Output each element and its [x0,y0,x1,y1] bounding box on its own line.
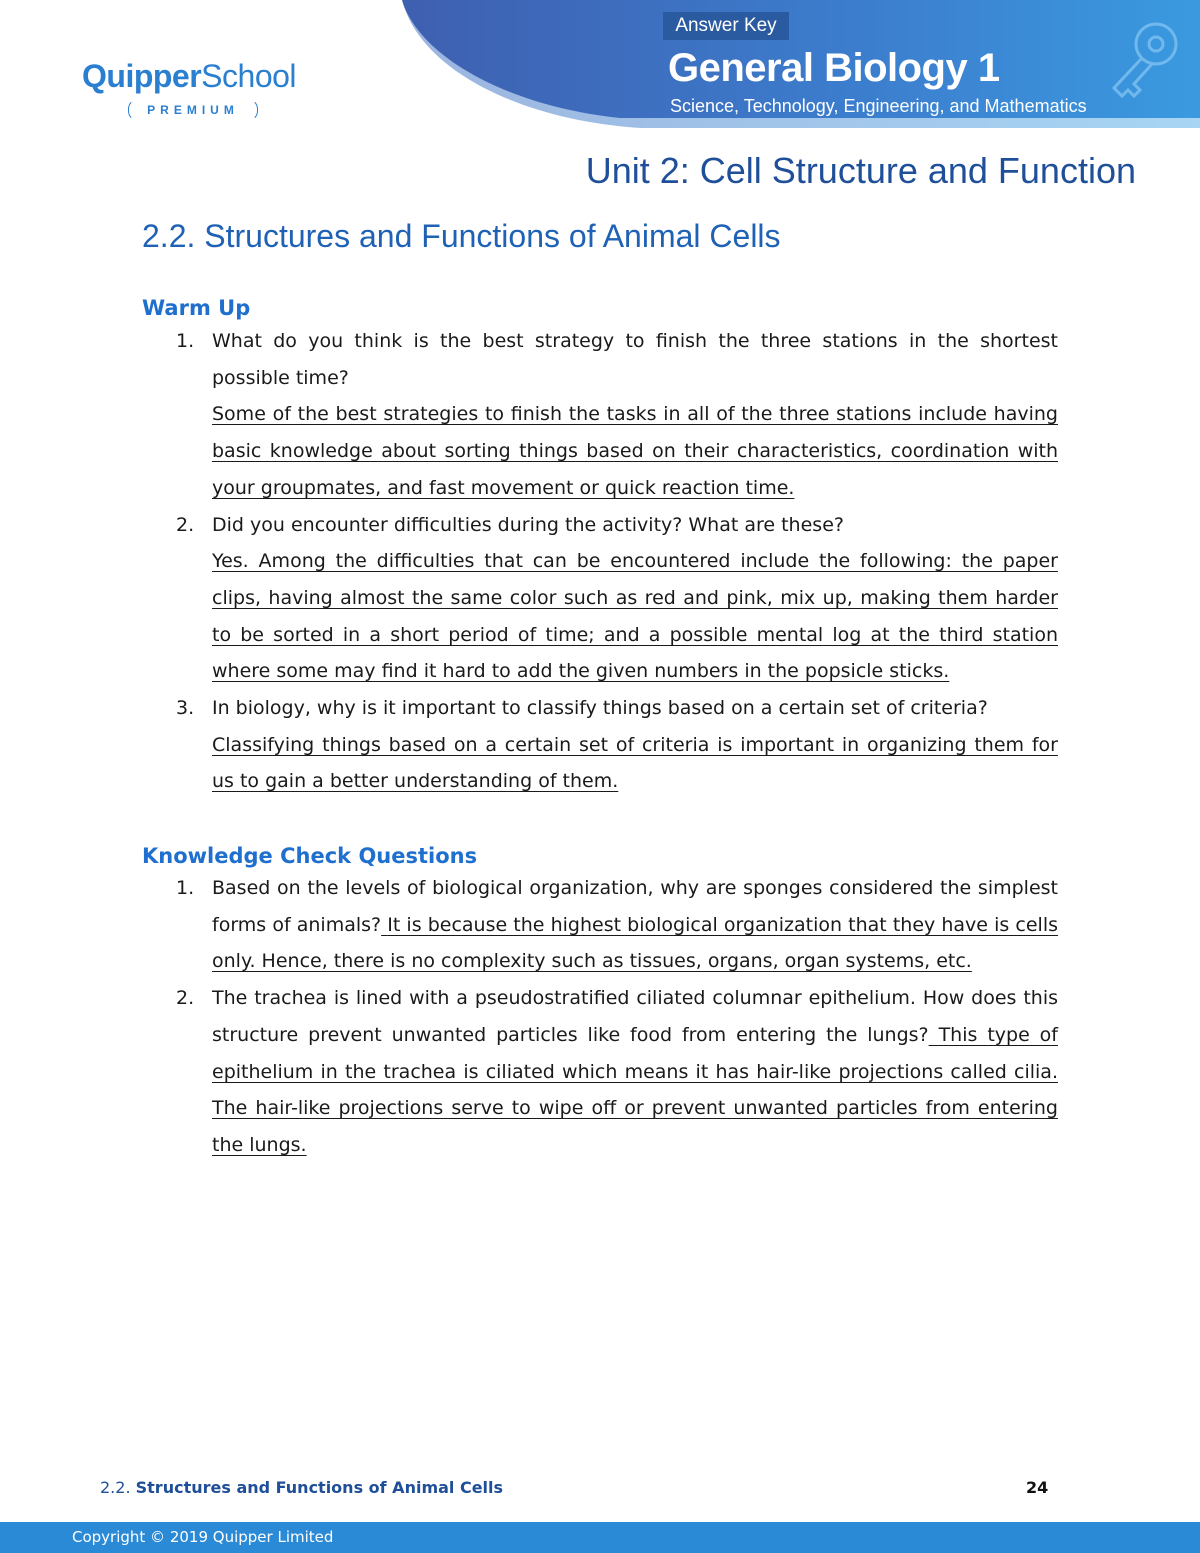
page-number: 24 [1026,1478,1049,1497]
copyright-text: Copyright © 2019 Quipper Limited [72,1528,334,1546]
knowledge-check-item [142,980,1058,1164]
answer-text: Yes. Among the difficulties that can be encountered include the following: the paper clips, having almost the same color such as red and pink, mix up, making them harder to be sorted in a short period of time; and a possible mental log at the third station where some may find it hard to add the given numbers in the popsicle sticks. [212,550,1058,683]
item-number: 2. [176,513,195,536]
question-text: The trachea is lined with a pseudostratified ciliated columnar epithelium. How does this structure prevent unwanted particles like food from entering the lungs? [212,987,1058,1046]
knowledge-check-list [142,870,1058,1164]
strand-subtitle: Science, Technology, Engineering, and Mathematics [670,96,1087,116]
section-title: 2.2. Structures and Functions of Animal Cells [142,218,781,254]
subject-title: General Biology 1 [668,46,1000,90]
logo-light-text: School [201,58,297,94]
item-number: 1. [176,330,195,352]
question-text: In biology, why is it important to classify things based on a certain set of criteria? [212,697,988,720]
warm-up-item [142,507,1058,691]
answer-text: Some of the best strategies to finish the tasks in all of the three stations include having basic knowledge about sorting things based on their characteristics, coordination with your groupmates, and fast movement or quick reaction time. [212,403,1058,499]
footer-section-number: 2.2. [100,1478,131,1497]
answer-key-label: Answer Key [663,12,789,40]
knowledge-check-heading: Knowledge Check Questions [142,844,478,868]
unit-title: Unit 2: Cell Structure and Function [585,150,1136,191]
question-text: What do you think is the best strategy to finish the three stations in the shortest possible time? [212,330,1058,389]
premium-badge: PREMIUM [128,99,258,121]
warm-up-list [142,323,1058,800]
answer-text: It is because the highest biological organization that they have is cells only. Hence, there is no complexity such as tissues, organs, organ systems, etc. [212,913,1058,973]
warm-up-item [142,323,1058,507]
answer-text: This type of epithelium in the trachea is ciliated which means it has hair-like projections called cilia. The hair-like projections serve to wipe off or prevent unwanted particles from entering the lungs. [212,1023,1058,1156]
item-number: 3. [176,697,195,720]
copyright-bar [0,1522,1200,1553]
logo-bold-text: Quipper [82,58,202,94]
footer-section-name: Structures and Functions of Animal Cells [135,1478,504,1497]
answer-text: Classifying things based on a certain set of criteria is important in organizing them for us to gain a better understanding of them. [212,733,1058,793]
footer-section-title [100,1478,503,1497]
item-number: 2. [176,987,195,1010]
question-text: Did you encounter difficulties during the activity? What are these? [212,513,844,536]
knowledge-check-item [142,870,1058,980]
warm-up-heading: Warm Up [142,296,251,320]
question-text: Based on the levels of biological organization, why are sponges considered the simplest forms of animals? [212,877,1058,936]
key-icon [1108,16,1188,106]
quipper-school-logo [82,60,296,121]
warm-up-item [142,690,1058,800]
item-number: 1. [176,877,195,899]
